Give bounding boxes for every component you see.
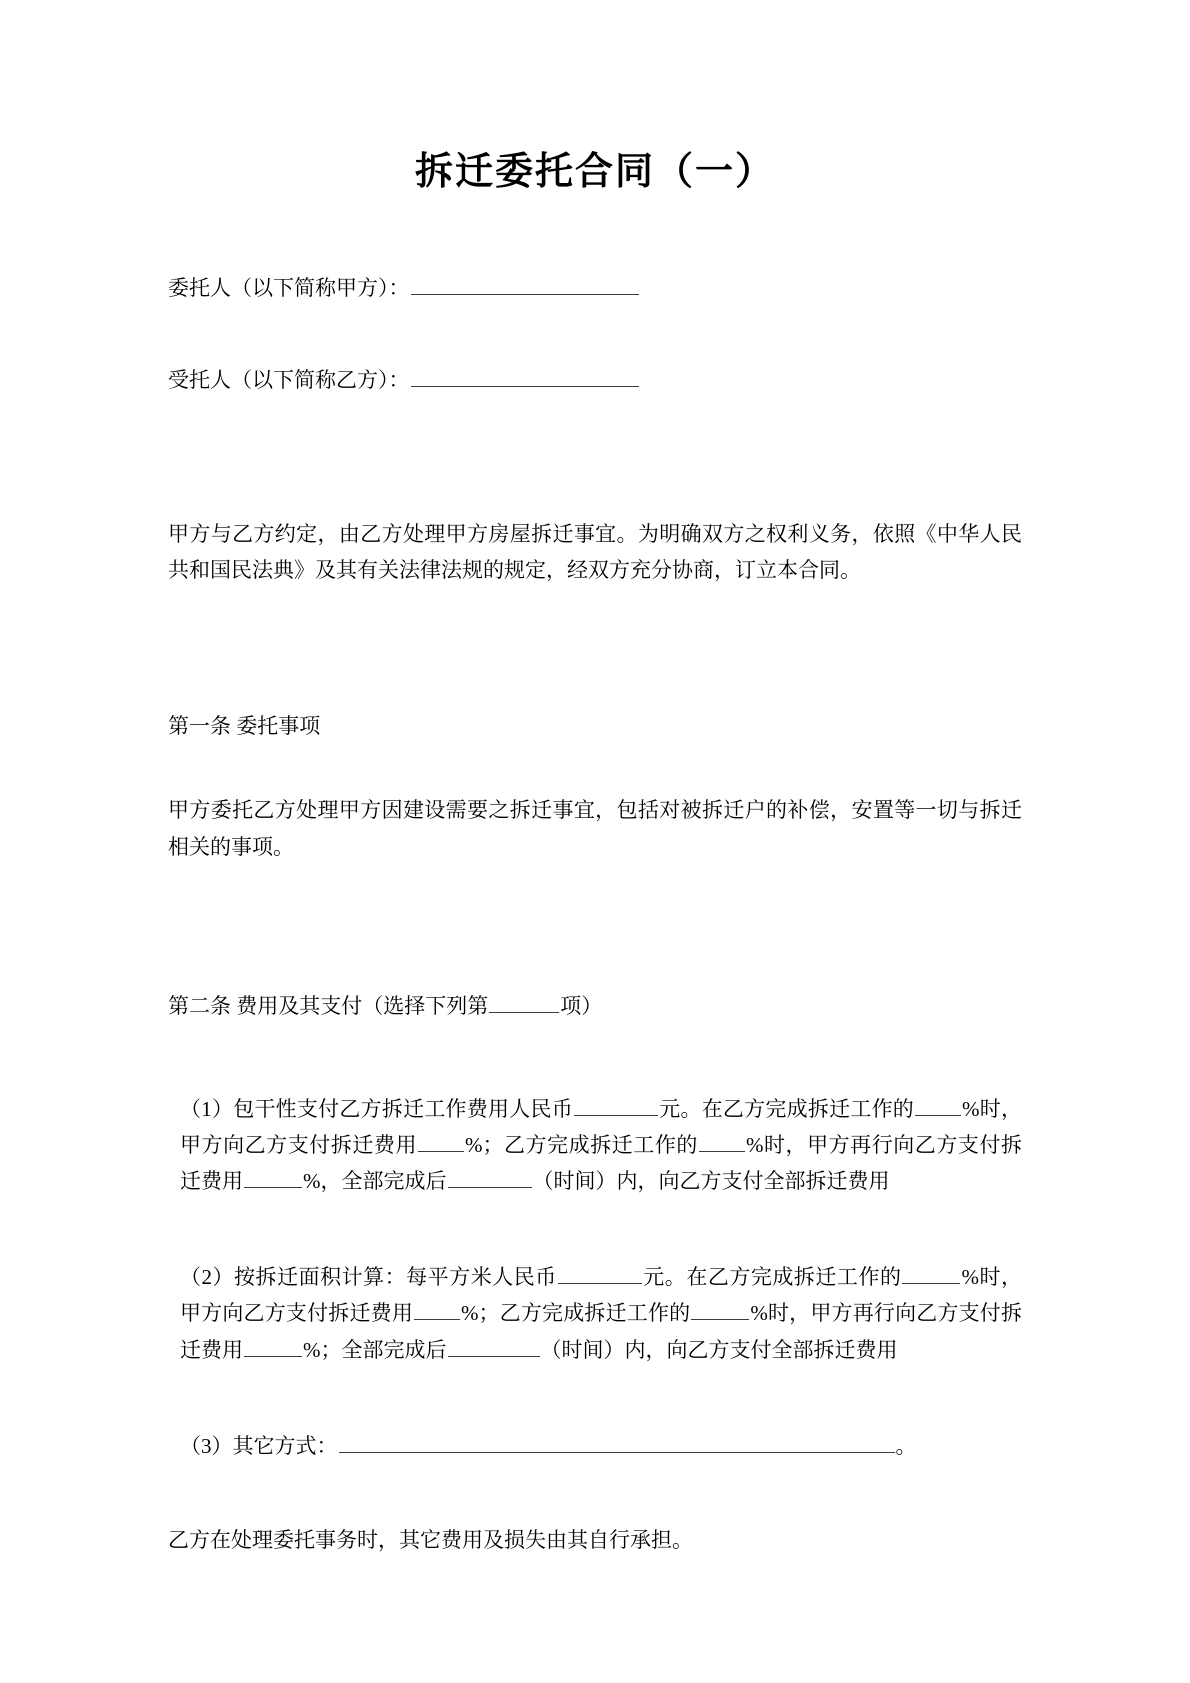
option-1-blank-pct-4[interactable] — [244, 1165, 302, 1188]
option-1-seg-3: %时，甲方向乙方支付拆迁费用 — [180, 1097, 1023, 1158]
payment-option-1 — [168, 1091, 1022, 1199]
clause-1-heading: 第一条 委托事项 — [168, 714, 321, 739]
page-title: 拆迁委托合同（一） — [414, 151, 775, 193]
option-2-blank-pct-1[interactable] — [902, 1261, 960, 1284]
option-2-blank-pct-3[interactable] — [691, 1297, 749, 1320]
intro-paragraph: 甲方与乙方约定，由乙方处理甲方房屋拆迁事宜。为明确双方之权利义务，依照《中华人民共和国民法典》及其有关法律法规的规定，经双方充分协商，订立本合同。 — [168, 521, 1022, 583]
party-blank-trustee[interactable] — [411, 364, 639, 387]
option-2-blank-pct-2[interactable] — [414, 1297, 460, 1320]
option-1-blank-time[interactable] — [448, 1165, 532, 1188]
option-1-blank-pct-1[interactable] — [915, 1093, 961, 1116]
option-3-blank-other[interactable] — [339, 1430, 895, 1453]
option-2-seg-3: %时，甲方向乙方支付拆迁费用 — [180, 1265, 1023, 1326]
option-2-seg-1: （2）按拆迁面积计算：每平方米人民币 — [180, 1265, 557, 1290]
clause-2-heading-part1: 第二条 费用及其支付（选择下列第 — [168, 994, 489, 1019]
clause-1-body: 甲方委托乙方处理甲方因建设需要之拆迁事宜，包括对被拆迁户的补偿，安置等一切与拆迁相关的事项。 — [168, 797, 1022, 859]
option-2-seg-4: %；乙方完成拆迁工作的 — [461, 1301, 691, 1326]
clause-2-closing-paragraph: 乙方在处理委托事务时，其它费用及损失由其自行承担。 — [168, 1527, 693, 1552]
option-2-blank-amount[interactable] — [558, 1261, 642, 1284]
document-content — [168, 0, 1022, 1580]
option-1-seg-5: %时，甲方再行向乙方支付拆迁费用 — [180, 1133, 1022, 1194]
option-3-seg-2: 。 — [895, 1433, 917, 1458]
option-2-seg-5: %时，甲方再行向乙方支付拆迁费用 — [180, 1301, 1022, 1362]
option-2-seg-2: 元。在乙方完成拆迁工作的 — [642, 1265, 902, 1290]
option-2-seg-6: %；全部完成后 — [303, 1337, 447, 1362]
option-2-blank-time[interactable] — [448, 1334, 540, 1357]
option-1-seg-6: %，全部完成后 — [303, 1169, 447, 1194]
party-label-trustee: 受托人（以下简称乙方）： — [168, 368, 410, 393]
clause-2-heading — [168, 989, 1022, 1025]
clause-2-heading-part2: 项） — [560, 994, 603, 1019]
party-line-entruster — [168, 272, 1022, 306]
option-1-seg-7: （时间）内，向乙方支付全部拆迁费用 — [532, 1169, 890, 1194]
party-line-trustee — [168, 364, 1022, 398]
party-blank-entruster[interactable] — [411, 272, 639, 295]
option-1-seg-2: 元。在乙方完成拆迁工作的 — [658, 1097, 915, 1122]
option-1-blank-pct-3[interactable] — [699, 1129, 745, 1152]
option-2-blank-pct-4[interactable] — [244, 1334, 302, 1357]
payment-option-3 — [168, 1428, 1022, 1464]
option-1-blank-amount[interactable] — [574, 1093, 658, 1116]
party-label-entruster: 委托人（以下简称甲方）： — [168, 276, 410, 301]
clause-2-option-blank[interactable] — [489, 990, 559, 1013]
option-2-seg-7: （时间）内，向乙方支付全部拆迁费用 — [540, 1337, 898, 1362]
option-1-seg-4: %；乙方完成拆迁工作的 — [465, 1133, 698, 1158]
option-3-seg-1: （3）其它方式： — [180, 1433, 338, 1458]
payment-option-2 — [168, 1259, 1022, 1367]
option-1-blank-pct-2[interactable] — [418, 1129, 464, 1152]
option-1-seg-1: （1）包干性支付乙方拆迁工作费用人民币 — [180, 1097, 573, 1122]
